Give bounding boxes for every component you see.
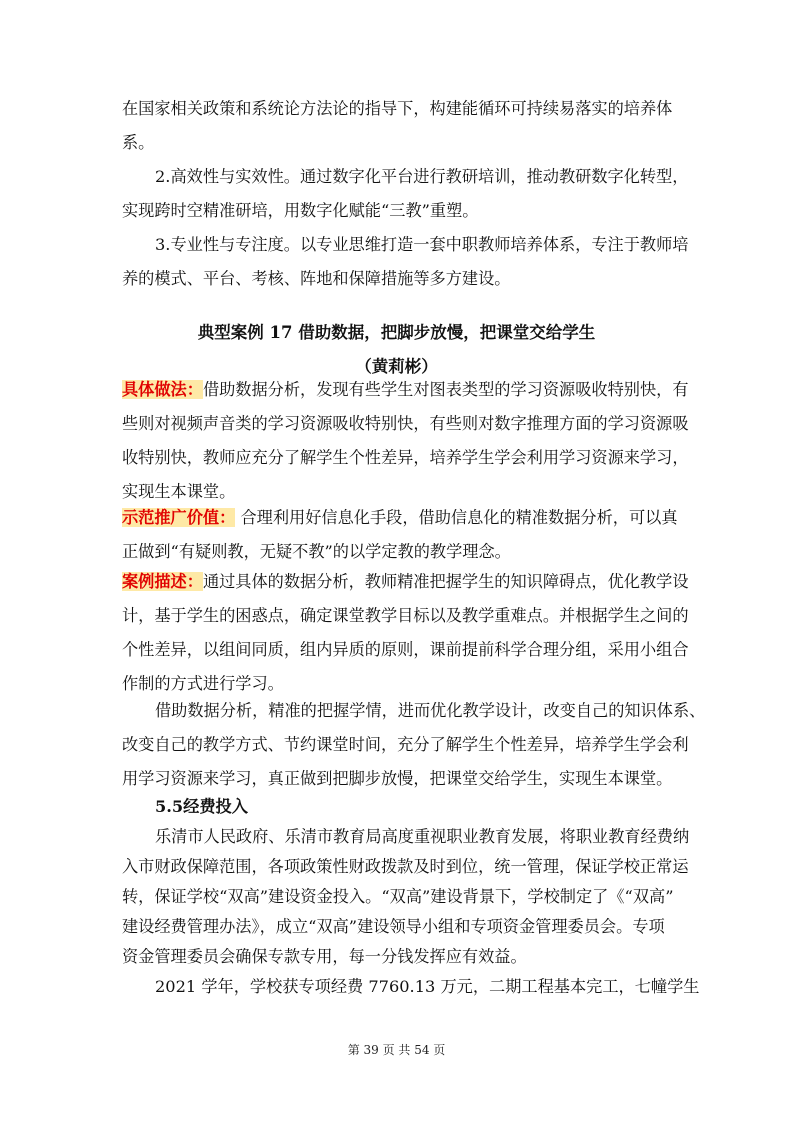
para-line: 改变自己的教学方式、节约课堂时间，充分了解学生个性差异，培养学生学会利 (122, 735, 689, 754)
case-author: （黄莉彬） (355, 357, 438, 376)
desc-line: 个性差异，以组间同质，组内异质的原则，课前提前科学合理分组，采用小组合 (122, 640, 689, 659)
value-line (122, 508, 682, 528)
para-line: 用学习资源来学习，真正做到把脚步放慢，把课堂交给学生，实现生本课堂。 (122, 769, 673, 788)
page-footer: 第 39 页 共 54 页 (347, 1043, 446, 1057)
desc-text: 通过具体的数据分析，教师精准把握学生的知识障碍点，优化教学设 (202, 572, 689, 591)
method-label: 具体做法： (122, 380, 203, 399)
method-line: 收特别快，教师应充分了解学生个性差异，培养学生学会利用学习资源来学习， (122, 448, 689, 467)
value-text: 合理利用好信息化手段，借助信息化的精准数据分析，可以真 (235, 508, 678, 527)
section-line: 乐清市人民政府、乐清市教育局高度重视职业教育发展，将职业教育经费纳 (155, 827, 690, 846)
method-line: 些则对视频声音类的学习资源吸收特别快，有些则对数字推理方面的学习资源吸 (122, 414, 689, 433)
para-line: 借助数据分析，精准的把握学情，进而优化教学设计，改变自己的知识体系、 (155, 701, 706, 720)
section-line: 资金管理委员会确保专款专用，每一分钱发挥应有效益。 (122, 947, 527, 966)
desc-line: 作制的方式进行学习。 (122, 674, 284, 693)
value-line: 正做到“有疑则教，无疑不教”的以学定教的教学理念。 (122, 542, 511, 561)
section-heading: 5.5经费投入 (155, 797, 248, 816)
section-line: 入市财政保障范围，各项政策性财政拨款及时到位，统一管理，保证学校正常运 (122, 857, 689, 876)
body-line: 3.专业性与专注度。以专业思维打造一套中职教师培养体系，专注于教师培 (155, 235, 689, 254)
body-line: 2.高效性与实效性。通过数字化平台进行教研培训，推动教研数字化转型， (155, 167, 689, 186)
method-line: 实现生本课堂。 (122, 482, 236, 501)
desc-line (122, 572, 689, 592)
body-line: 系。 (122, 133, 155, 152)
value-label: 示范推广价值： (122, 508, 236, 527)
body-line: 在国家相关政策和系统论方法论的指导下，构建能循环可持续易落实的培养体 (122, 99, 673, 118)
body-line: 实现跨时空精准研培，用数字化赋能“三教”重塑。 (122, 201, 479, 220)
section-line: 转，保证学校“双高”建设资金投入。“双高”建设背景下，学校制定了《“双高” (122, 887, 674, 906)
desc-line: 计，基于学生的困惑点，确定课堂教学目标以及教学重难点。并根据学生之间的 (122, 606, 689, 625)
method-line (122, 380, 689, 400)
section-line: 2021 学年，学校获专项经费 7760.13 万元，二期工程基本完工，七幢学生 (155, 977, 700, 996)
method-text: 借助数据分析，发现有些学生对图表类型的学习资源吸收特别快，有 (202, 380, 689, 399)
body-line: 养的模式、平台、考核、阵地和保障措施等多方建设。 (122, 269, 511, 288)
section-line: 建设经费管理办法》，成立“双高”建设领导小组和专项资金管理委员会。专项 (122, 917, 665, 936)
desc-label: 案例描述： (122, 572, 203, 591)
case-title: 典型案例 17 借助数据，把脚步放慢，把课堂交给学生 (197, 323, 596, 342)
